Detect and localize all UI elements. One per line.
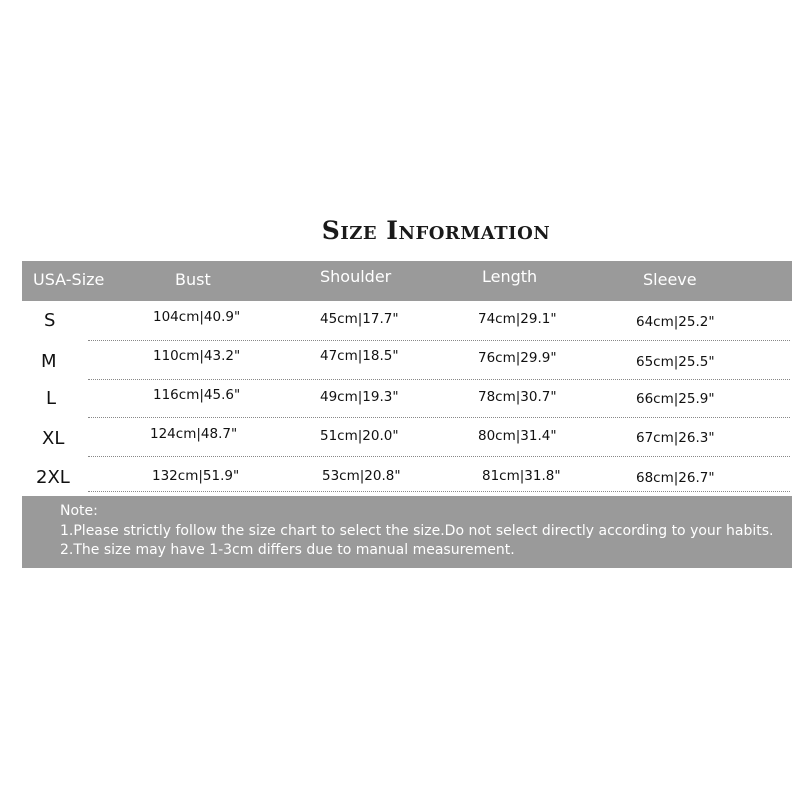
size-label: L	[46, 388, 57, 409]
table-row	[22, 303, 792, 341]
length-value: 80cm|31.4"	[478, 428, 557, 444]
header-usa-size: USA-Size	[33, 270, 105, 289]
length-value: 76cm|29.9"	[478, 350, 557, 366]
size-label: M	[41, 351, 57, 372]
row-divider	[88, 379, 790, 380]
header-shoulder: Shoulder	[320, 267, 392, 286]
length-value: 81cm|31.8"	[482, 468, 561, 484]
header-sleeve: Sleeve	[643, 270, 697, 289]
bust-value: 124cm|48.7"	[150, 426, 238, 442]
shoulder-value: 51cm|20.0"	[320, 428, 399, 444]
size-label: 2XL	[36, 467, 70, 488]
page-title: Size Information	[321, 216, 551, 245]
length-value: 74cm|29.1"	[478, 311, 557, 327]
note-box	[22, 496, 792, 568]
table-row	[22, 381, 792, 419]
sleeve-value: 66cm|25.9"	[636, 391, 715, 407]
bust-value: 132cm|51.9"	[152, 468, 240, 484]
note-heading: Note:	[60, 503, 98, 519]
bust-value: 104cm|40.9"	[153, 309, 241, 325]
sleeve-value: 65cm|25.5"	[636, 354, 715, 370]
table-row	[22, 342, 792, 380]
shoulder-value: 47cm|18.5"	[320, 348, 399, 364]
note-line-1: 1.Please strictly follow the size chart to select the size.Do not select directly according to your habits.	[60, 523, 774, 539]
size-label: XL	[42, 428, 65, 449]
shoulder-value: 53cm|20.8"	[322, 468, 401, 484]
sleeve-value: 64cm|25.2"	[636, 314, 715, 330]
row-divider	[88, 491, 790, 492]
header-bust: Bust	[175, 270, 211, 289]
bust-value: 116cm|45.6"	[153, 387, 241, 403]
length-value: 78cm|30.7"	[478, 389, 557, 405]
header-length: Length	[482, 267, 538, 286]
table-header	[22, 261, 792, 301]
size-label: S	[44, 310, 56, 331]
bust-value: 110cm|43.2"	[153, 348, 241, 364]
row-divider	[88, 417, 790, 418]
table-row	[22, 419, 792, 457]
sleeve-value: 68cm|26.7"	[636, 470, 715, 486]
shoulder-value: 45cm|17.7"	[320, 311, 399, 327]
row-divider	[88, 456, 790, 457]
note-line-2: 2.The size may have 1-3cm differs due to manual measurement.	[60, 542, 515, 558]
shoulder-value: 49cm|19.3"	[320, 389, 399, 405]
sleeve-value: 67cm|26.3"	[636, 430, 715, 446]
row-divider	[88, 340, 790, 341]
